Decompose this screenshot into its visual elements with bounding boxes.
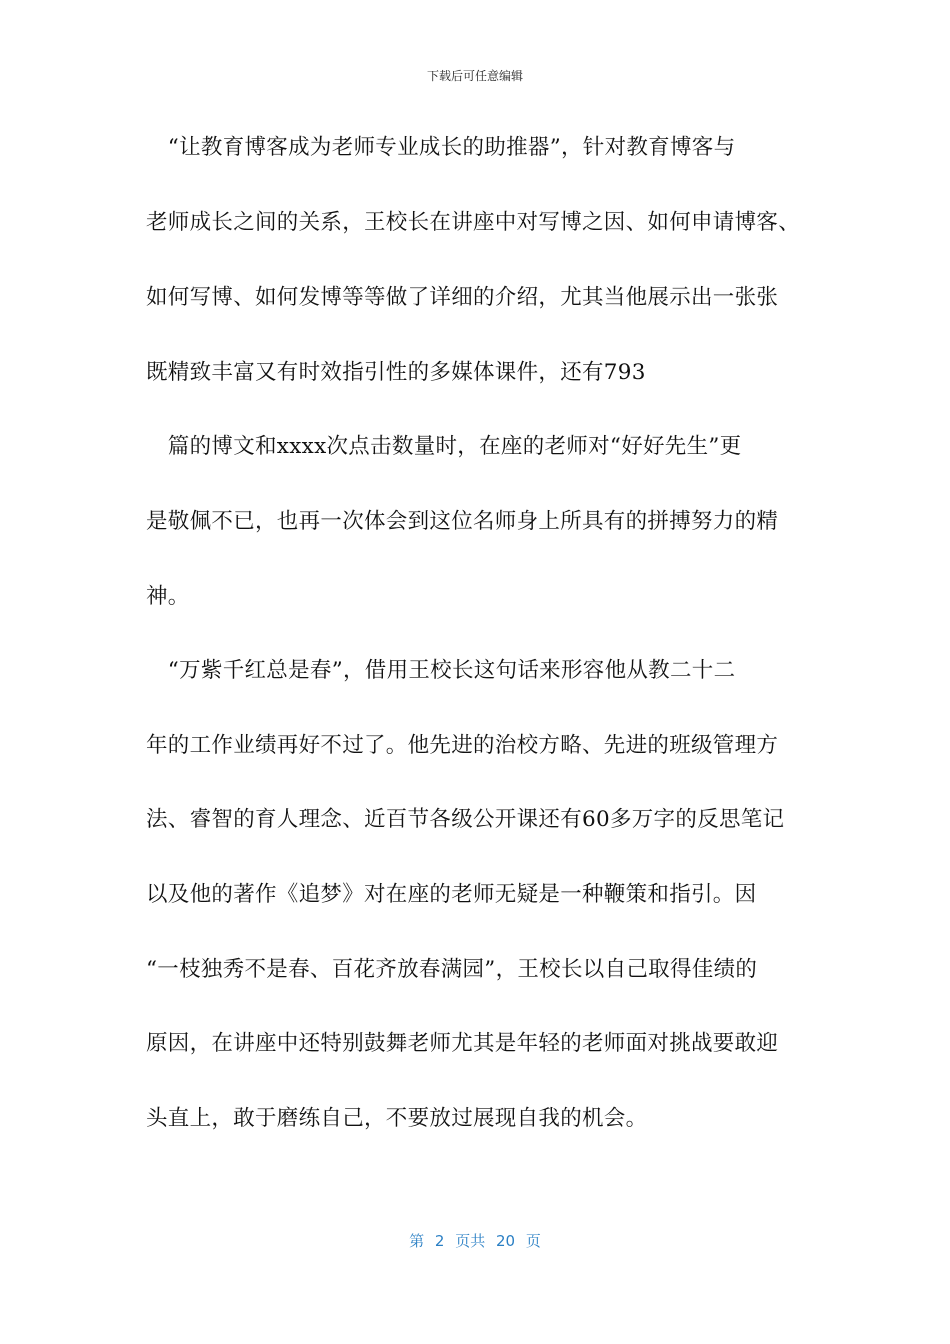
text-line: 篇的博文和xxxx次点击数量时，在座的老师对“好好先生”更: [146, 434, 742, 459]
text-line: 以及他的著作《追梦》对在座的老师无疑是一种鞭策和指引。因: [146, 882, 757, 907]
text-line: 老师成长之间的关系，王校长在讲座中对写博之因、如何申请博客、: [146, 210, 801, 235]
text-line: “一枝独秀不是春、百花齐放春满园”，王校长以自己取得佳绩的: [146, 957, 758, 982]
text-line: 头直上，敢于磨练自己，不要放过展现自我的机会。: [146, 1106, 648, 1131]
text-line: 法、睿智的育人理念、近百节各级公开课还有60多万字的反思笔记: [146, 807, 785, 832]
page-header: 下载后可任意编辑: [426, 69, 523, 83]
text-line: “让教育博客成为老师专业成长的助推器”，针对教育博客与: [146, 135, 736, 160]
text-line: 年的工作业绩再好不过了。他先进的治校方略、先进的班级管理方: [146, 733, 779, 758]
page-footer: 第 2 页共 20 页: [409, 1232, 541, 1250]
text-line: 神。: [146, 584, 190, 609]
text-line: “万紫千红总是春”，借用王校长这句话来形容他从教二十二: [146, 658, 736, 683]
text-line: 原因，在讲座中还特别鼓舞老师尤其是年轻的老师面对挑战要敢迎: [146, 1031, 779, 1056]
text-line: 既精致丰富又有时效指引性的多媒体课件，还有793: [146, 360, 646, 385]
text-line: 是敬佩不已，也再一次体会到这位名师身上所具有的拼搏努力的精: [146, 509, 779, 534]
text-line: 如何写博、如何发博等等做了详细的介绍，尤其当他展示出一张张: [146, 285, 779, 310]
